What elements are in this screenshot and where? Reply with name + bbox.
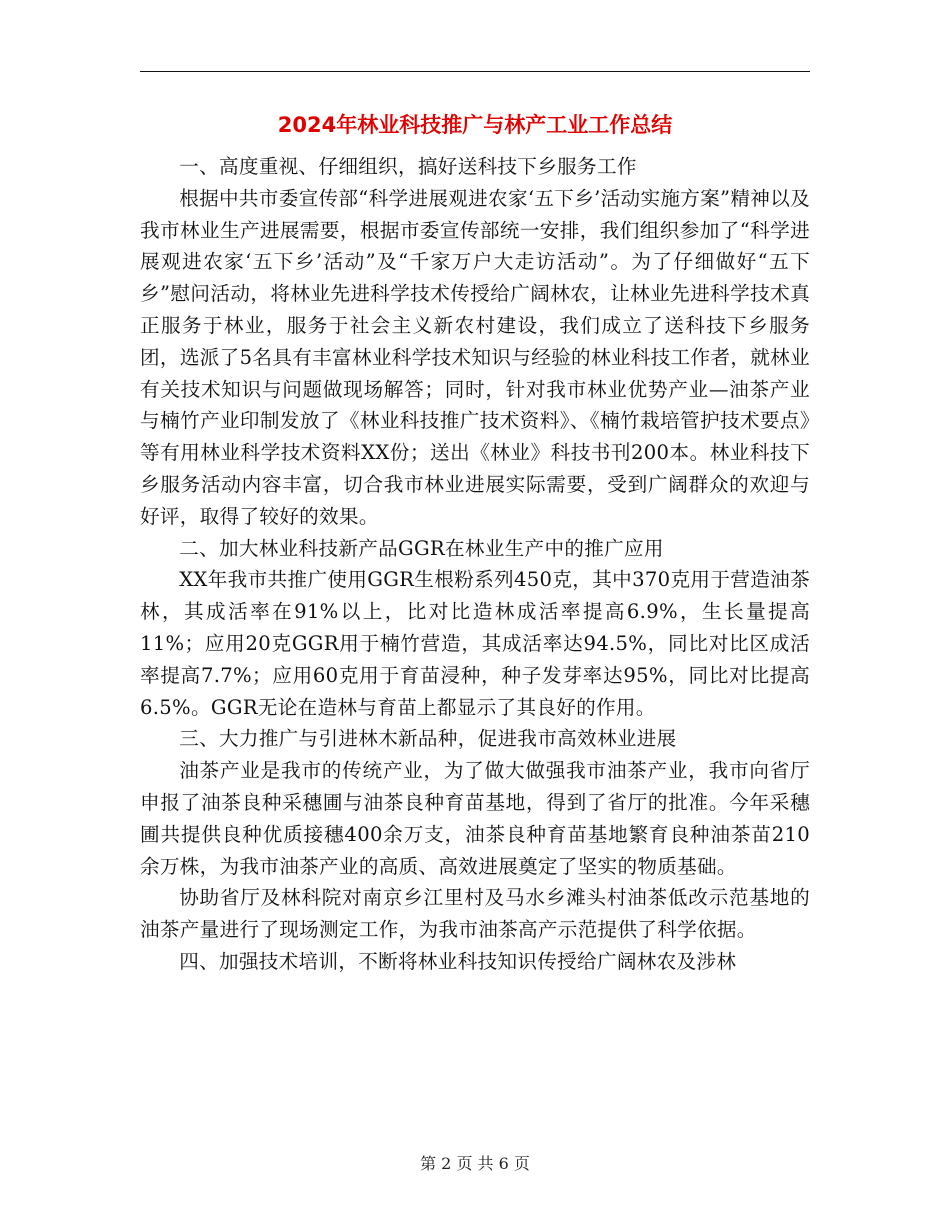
paragraph-4: 协助省厅及林科院对南京乡江里村及马水乡滩头村油茶低改示范基地的油茶产量进行了现场测定工作，为我市油茶高产示范提供了科学依据。 bbox=[140, 886, 810, 942]
document-title: 2024年林业科技推广与林产工业工作总结 bbox=[277, 113, 673, 137]
paragraph-3: 油茶产业是我市的传统产业，为了做大做强我市油茶产业，我市向省厅申报了油茶良种采穗圃与油茶良种育苗基地，得到了省厅的批准。今年采穗圃共提供良种优质接穗400余万支，油茶良种育苗基地繁育良种油茶苗210余万株，为我市油茶产业的高质、高效进展奠定了坚实的物质基础。 bbox=[140, 759, 810, 878]
section-heading-2: 二、加大林业科技新产品GGR在林业生产中的推广应用 bbox=[179, 536, 664, 560]
section-heading-4: 四、加强技术培训，不断将林业科技知识传授给广阔林农及涉林 bbox=[179, 949, 737, 973]
document-body bbox=[140, 151, 810, 978]
header-rule bbox=[140, 71, 810, 72]
section-heading-3: 三、大力推广与引进林木新品种，促进我市高效林业进展 bbox=[179, 727, 677, 751]
section-heading-1: 一、高度重视、仔细组织，搞好送科技下乡服务工作 bbox=[179, 155, 637, 178]
paragraph-2: XX年我市共推广使用GGR生根粉系列450克，其中370克用于营造油茶林，其成活率在91%以上，比对比造林成活率提高6.9%，生长量提高11%；应用20克GGR用于楠竹营造，其成活率达94.5%，同比对比区成活率提高7.7%；应用60克用于育苗浸种，种子发芽率达95%，同比对比提高6.5%。GGR无论在造林与育苗上都显示了其良好的作用。 bbox=[140, 568, 810, 719]
paragraph-1: 根据中共市委宣传部“科学进展观进农家‘五下乡’活动实施方案”精神以及我市林业生产进展需要，根据市委宣传部统一安排，我们组织参加了“科学进展观进农家‘五下乡’活动”及“千家万户大走访活动”。为了仔细做好“五下乡”慰问活动，将林业先进科学技术传授给广阔林农，让林业先进科学技术真正服务于林业，服务于社会主义新农村建设，我们成立了送科技下乡服务团，选派了5名具有丰富林业科学技术知识与经验的林业科技工作者，就林业有关技术知识与问题做现场解答；同时，针对我市林业优势产业—油茶产业与楠竹产业印制发放了《林业科技推广技术资料》、《楠竹栽培管护技术要点》等有用林业科学技术资料XX份；送出《林业》科技书刊200本。林业科技下乡服务活动内容丰富，切合我市林业进展实际需要，受到广阔群众的欢迎与好评，取得了较好的效果。 bbox=[140, 186, 810, 528]
page-number-footer: 第 2 页 共 6 页 bbox=[420, 1154, 530, 1173]
